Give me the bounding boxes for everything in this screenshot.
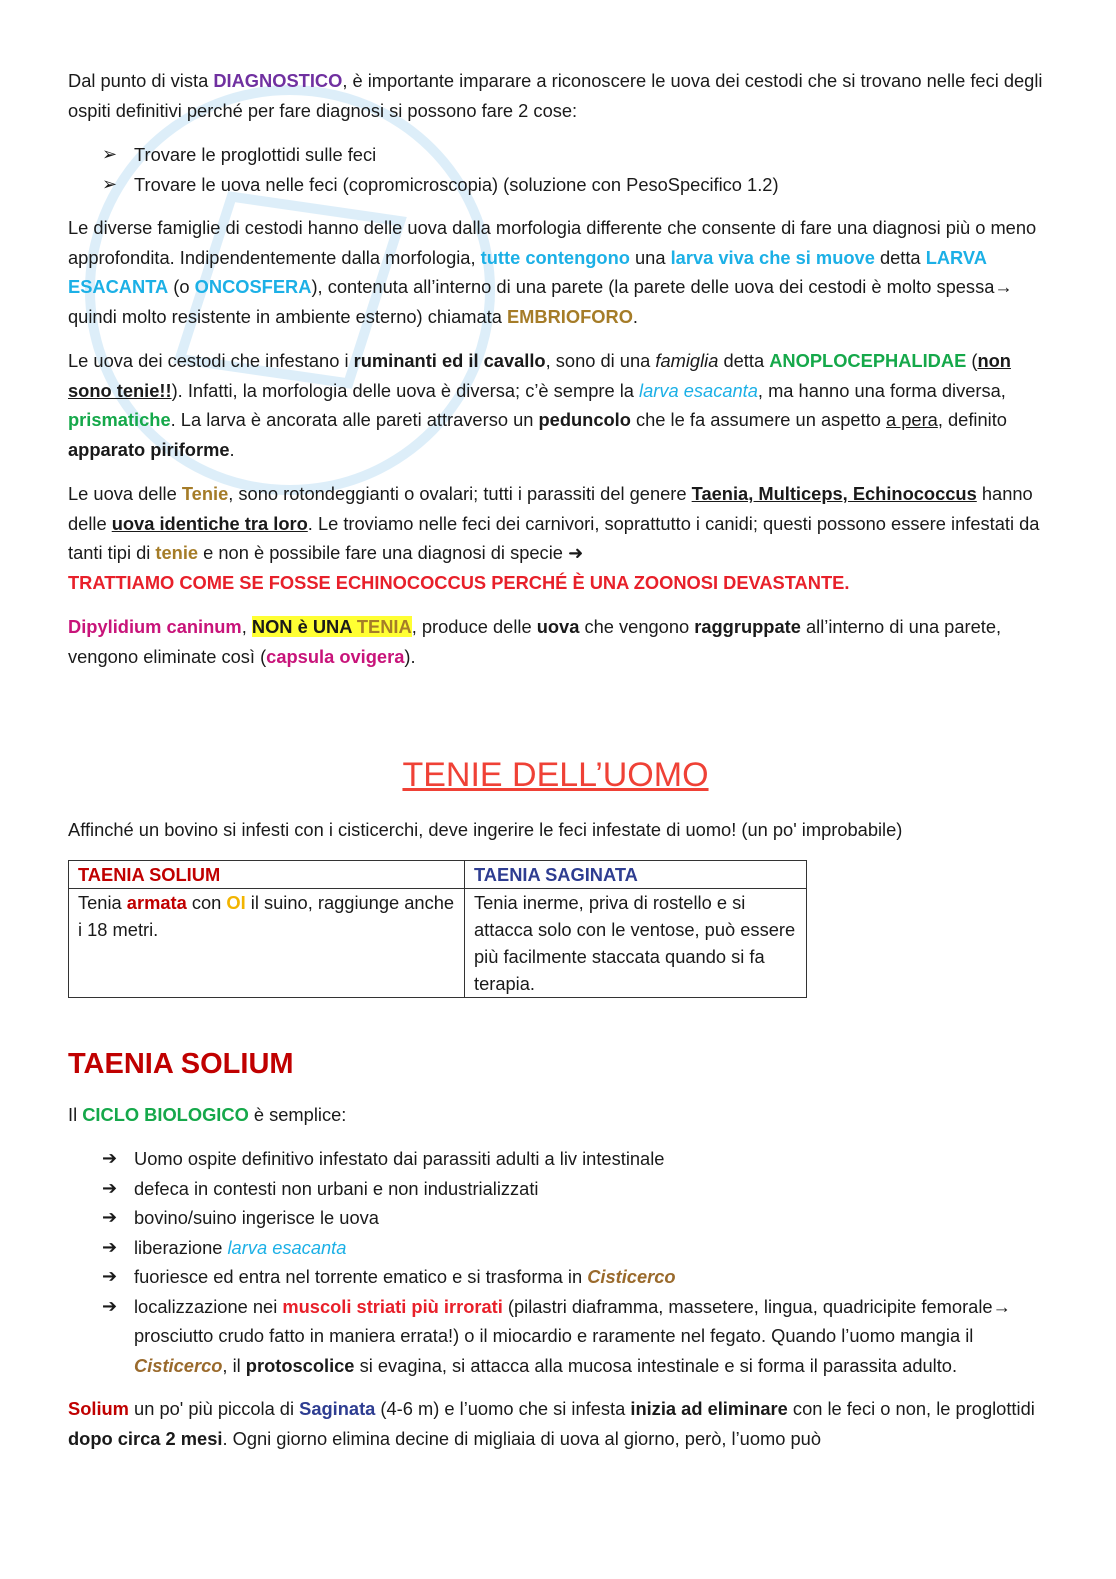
arrowhead-bullet-icon: ➢	[102, 173, 118, 194]
cell-saginata: Tenia inerme, priva di rostello e si attacca solo con le ventose, può essere più facilmente staccata quando si fa terapia.	[465, 888, 807, 997]
list-item: ➔ bovino/suino ingerisce le uova	[68, 1203, 1043, 1233]
paragraph-diagnostic: Dal punto di vista DIAGNOSTICO, è importante imparare a riconoscere le uova dei cestodi che si trovano nelle feci degli ospiti definitivi perché per fare diagnosi si possono fare 2 cose:	[68, 70, 1043, 121]
diagnosis-list	[68, 140, 1043, 199]
paragraph-ciclo: Il CICLO BIOLOGICO è semplice:	[68, 1103, 347, 1125]
list-item: ➔ localizzazione nei muscoli striati più irrorati (pilastri diaframma, massetere, lingua, quadricipite femorale→ prosciutto crudo fatto in maniera errata!) o il miocardio e raramente nel fegato. Quando l’uomo mangia il Cisticerco, il protoscolice si evagina, si attacca alla mucosa intestinale e si forma il parassita adulto.	[68, 1292, 1043, 1381]
arrow-bullet-icon: ➔	[102, 1207, 118, 1227]
list-item: ➢ Trovare le proglottidi sulle feci	[68, 140, 1043, 170]
right-arrow-icon: ➜	[568, 542, 584, 563]
header-taenia-saginata: TAENIA SAGINATA	[465, 860, 807, 888]
table-header-row	[69, 860, 807, 888]
heading-taenia-solium: TAENIA SOLIUM	[68, 1047, 294, 1080]
paragraph-families: Le diverse famiglie di cestodi hanno delle uova dalla morfologia differente che consente di fare una diagnosi più o meno approfondita. Indipendentemente dalla morfologia, tutte contengono una larva viva che si muove detta LARVA ESACANTA (o ONCOSFERA), contenuta all’interno di una parete (la parete delle uova dei cestodi è molto spessa→ quindi molto resistente in ambiente esterno) chiamata EMBRIOFORO.	[68, 217, 1037, 327]
arrow-bullet-icon: ➔	[102, 1236, 118, 1257]
arrow-bullet-icon: ➔	[102, 1295, 118, 1316]
arrow-bullet-icon: ➔	[102, 1148, 118, 1168]
heading-tenie-uomo: TENIE DELL’UOMO	[402, 756, 709, 794]
table-row	[69, 888, 807, 997]
comparison-table	[68, 860, 807, 998]
paragraph-dipylidium: Dipylidium caninum, NON è UNA TENIA, produce delle uova che vengono raggruppate all’interno di una parete, vengono eliminate così (capsula ovigera).	[68, 616, 1002, 667]
arrow-bullet-icon: ➔	[102, 1177, 118, 1198]
paragraph-tenie-eggs: Le uova delle Tenie, sono rotondeggianti o ovalari; tutti i parassiti del genere Taenia, Multiceps, Echinococcus hanno delle uova identiche tra loro. Le troviamo nelle feci dei carnivori, soprattutto i canidi; questi possono essere infestati da tanti tipi di tenie e non è possibile fare una diagnosi di specie ➜ TRATTIAMO COME SE FOSSE ECHINOCOCCUS PERCHÉ È UNA ZOONOSI DEVASTANTE.	[68, 483, 1040, 593]
list-item: ➔ fuoriesce ed entra nel torrente ematico e si trasforma in Cisticerco	[68, 1262, 1043, 1292]
arrow-bullet-icon: ➔	[102, 1266, 118, 1286]
document-page	[68, 66, 1043, 1468]
list-item: ➔ Uomo ospite definitivo infestato dai parassiti adulti a liv intestinale	[68, 1144, 1043, 1174]
header-taenia-solium: TAENIA SOLIUM	[69, 860, 465, 888]
cell-solium: Tenia armata con OI il suino, raggiunge anche i 18 metri.	[69, 888, 465, 997]
paragraph-anoplocephalidae: Le uova dei cestodi che infestano i ruminanti ed il cavallo, sono di una famiglia detta ANOPLOCEPHALIDAE (non sono tenie!!). Infatti, la morfologia delle uova è diversa; c’è sempre la larva esacanta, ma hanno una forma diversa, prismatiche. La larva è ancorata alle pareti attraverso un peduncolo che le fa assumere un aspetto a pera, definito apparato piriforme.	[68, 350, 1011, 460]
paragraph-bovino: Affinché un bovino si infesti con i cisticerchi, deve ingerire le feci infestate di uomo! (un po' improbabile)	[68, 819, 903, 840]
list-item: ➔ defeca in contesti non urbani e non industrializzati	[68, 1174, 1043, 1204]
list-item: ➢ Trovare le uova nelle feci (copromicroscopia) (soluzione con PesoSpecifico 1.2)	[68, 170, 1043, 200]
right-arrow-icon: →	[994, 276, 1013, 297]
list-item: ➔ liberazione larva esacanta	[68, 1233, 1043, 1263]
right-arrow-icon: →	[992, 1295, 1011, 1317]
arrowhead-bullet-icon: ➢	[102, 144, 118, 164]
cycle-list	[68, 1144, 1043, 1380]
paragraph-solium: Solium un po' più piccola di Saginata (4-6 m) e l’uomo che si infesta inizia ad eliminare con le feci o non, le proglottidi dopo circa 2 mesi. Ogni giorno elimina decine di migliaia di uova al giorno, però, l’uomo può	[68, 1398, 1035, 1449]
